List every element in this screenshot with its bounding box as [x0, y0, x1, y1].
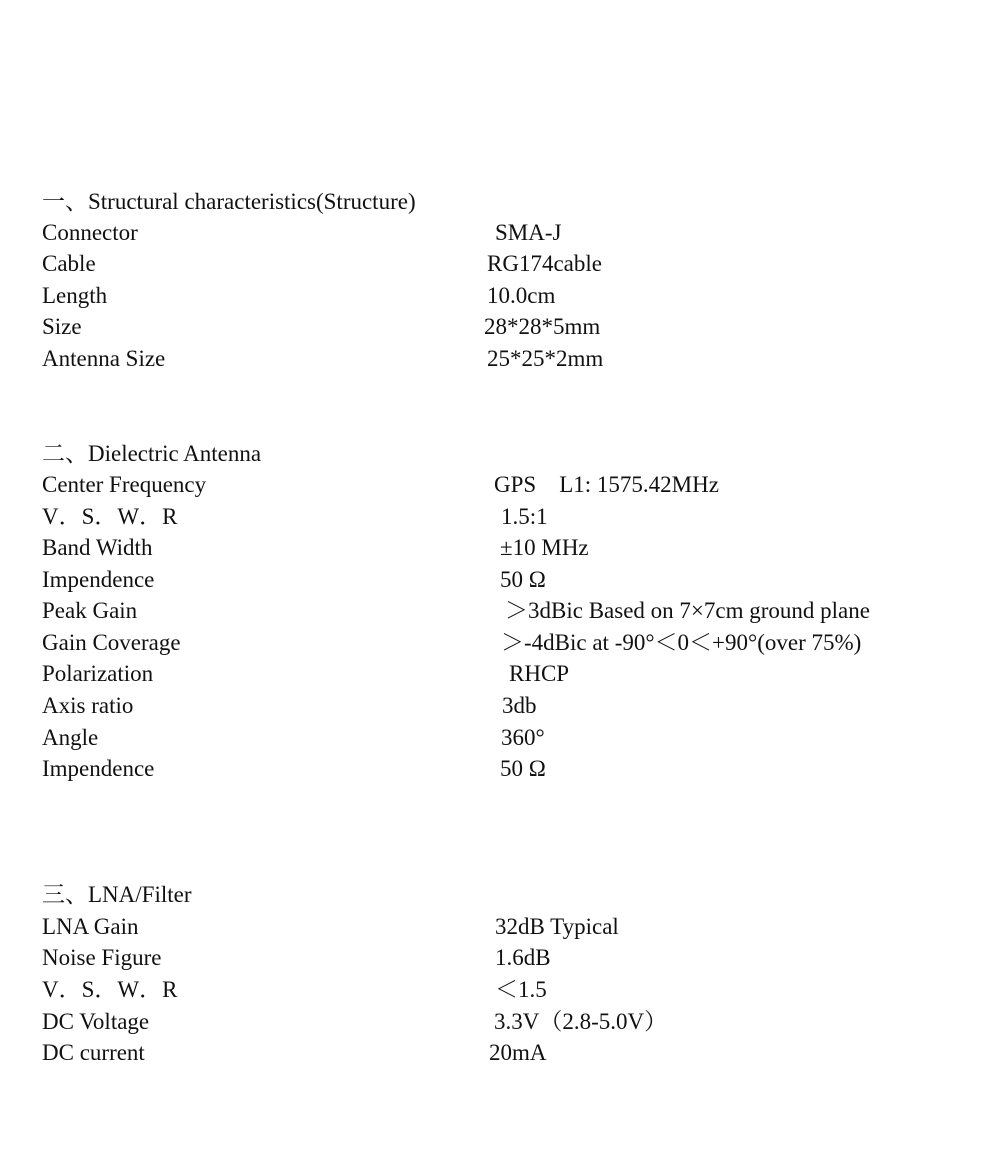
spec-value: GPS L1: 1575.42MHz	[494, 472, 719, 497]
spec-label: Length	[42, 283, 108, 308]
spec-value: 3.3V（2.8-5.0V）	[494, 1009, 668, 1034]
spec-value: 28*28*5mm	[484, 314, 601, 339]
spec-value: SMA-J	[495, 220, 562, 245]
spec-label: Noise Figure	[42, 945, 162, 970]
spec-value: ＜1.5	[495, 977, 547, 1002]
spec-value: 20mA	[489, 1040, 547, 1065]
spec-value: 32dB Typical	[495, 914, 619, 939]
spec-value: ＞-4dBic at -90°＜0＜+90°(over 75%)	[501, 630, 862, 655]
spec-label: DC current	[42, 1040, 145, 1065]
spec-label: Size	[42, 314, 82, 339]
spec-label: Connector	[42, 220, 138, 245]
spec-value: ±10 MHz	[500, 535, 589, 560]
spec-label: Polarization	[42, 661, 154, 686]
spec-label: V．S．W．R	[42, 504, 178, 529]
spec-value: 1.5:1	[501, 504, 548, 529]
spec-value: RHCP	[509, 661, 570, 686]
spec-value: 50 Ω	[500, 756, 546, 781]
section-heading-structure: 一、Structural characteristics(Structure)	[42, 189, 416, 214]
spec-label: Axis ratio	[42, 693, 134, 718]
spec-label: Cable	[42, 251, 96, 276]
spec-label: Antenna Size	[42, 346, 166, 371]
section-heading-lna-filter: 三、LNA/Filter	[42, 882, 192, 907]
spec-label: Angle	[42, 725, 99, 750]
spec-value: 10.0cm	[487, 283, 556, 308]
spec-value: ＞3dBic Based on 7×7cm ground plane	[505, 598, 870, 623]
spec-value: 1.6dB	[495, 945, 551, 970]
spec-label: LNA Gain	[42, 914, 139, 939]
spec-value: RG174cable	[487, 251, 602, 276]
spec-label: Band Width	[42, 535, 153, 560]
spec-value: 360°	[501, 725, 545, 750]
spec-value: 3db	[502, 693, 537, 718]
spec-value: 25*25*2mm	[487, 346, 604, 371]
spec-value: 50 Ω	[500, 567, 546, 592]
spec-label: Impendence	[42, 567, 155, 592]
section-heading-dielectric-antenna: 二、Dielectric Antenna	[42, 441, 262, 466]
spec-label: V．S．W．R	[42, 977, 178, 1002]
spec-label: Gain Coverage	[42, 630, 181, 655]
spec-label: Center Frequency	[42, 472, 207, 497]
spec-label: Impendence	[42, 756, 155, 781]
spec-label: DC Voltage	[42, 1009, 150, 1034]
spec-label: Peak Gain	[42, 598, 138, 623]
